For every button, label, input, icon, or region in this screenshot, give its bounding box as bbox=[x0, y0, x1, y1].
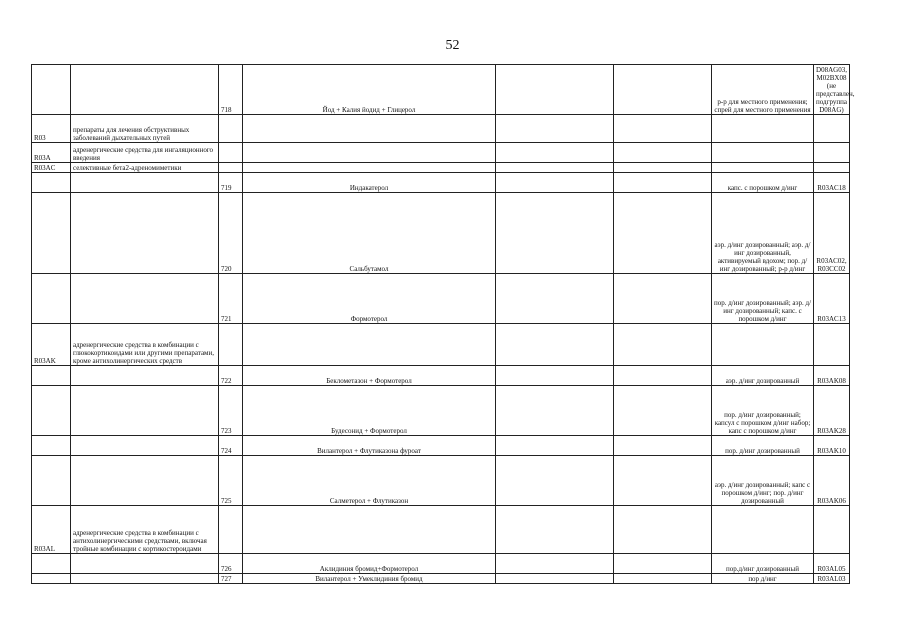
atc-group-code bbox=[32, 386, 71, 436]
empty-cell bbox=[614, 274, 712, 324]
table-row bbox=[32, 506, 850, 554]
atc-group-description bbox=[71, 193, 219, 274]
row-number: 726 bbox=[219, 554, 243, 574]
atc-group-description: адренергические средства в комбинации с антихолинергическими средствами, включая тройные комбинации с кортикостероидами bbox=[71, 506, 219, 554]
row-number bbox=[219, 163, 243, 173]
atc-group-description bbox=[71, 274, 219, 324]
atc-code bbox=[814, 143, 850, 163]
empty-cell bbox=[614, 436, 712, 456]
atc-code: R03AK28 bbox=[814, 386, 850, 436]
row-number: 721 bbox=[219, 274, 243, 324]
drug-name bbox=[243, 163, 496, 173]
atc-group-description bbox=[71, 574, 219, 584]
atc-group-code: R03 bbox=[32, 115, 71, 143]
empty-cell bbox=[614, 506, 712, 554]
empty-cell bbox=[496, 163, 614, 173]
table-row bbox=[32, 554, 850, 574]
dosage-form: пор д/инг bbox=[712, 574, 814, 584]
atc-group-code bbox=[32, 436, 71, 456]
atc-group-description: адренергические средства для ингаляционного введения bbox=[71, 143, 219, 163]
empty-cell bbox=[496, 366, 614, 386]
table-row bbox=[32, 456, 850, 506]
table-row bbox=[32, 65, 850, 115]
row-number: 722 bbox=[219, 366, 243, 386]
row-number: 727 bbox=[219, 574, 243, 584]
row-number: 718 bbox=[219, 65, 243, 115]
atc-group-code bbox=[32, 554, 71, 574]
atc-code: R03AC02, R03CC02 bbox=[814, 193, 850, 274]
dosage-form: пор.д/инг дозированный bbox=[712, 554, 814, 574]
dosage-form bbox=[712, 115, 814, 143]
empty-cell bbox=[496, 193, 614, 274]
table-row bbox=[32, 115, 850, 143]
drug-name: Будесонид + Формотерол bbox=[243, 386, 496, 436]
empty-cell bbox=[496, 115, 614, 143]
row-number: 719 bbox=[219, 173, 243, 193]
drug-name bbox=[243, 115, 496, 143]
atc-code: R03AL05 bbox=[814, 554, 850, 574]
empty-cell bbox=[614, 193, 712, 274]
atc-group-description bbox=[71, 173, 219, 193]
atc-group-description: селективные бета2-адреномиметики bbox=[71, 163, 219, 173]
empty-cell bbox=[496, 456, 614, 506]
dosage-form: пор. д/инг дозированный; капсул с порошком д/инг набор; капс с порошком д/инг bbox=[712, 386, 814, 436]
row-number: 723 bbox=[219, 386, 243, 436]
row-number bbox=[219, 324, 243, 366]
dosage-form: аэр. д/инг дозированный; аэр. д/инг дозированный, активируемый вдохом; пор. д/инг дозированный; р-р д/инг bbox=[712, 193, 814, 274]
row-number bbox=[219, 143, 243, 163]
empty-cell bbox=[614, 163, 712, 173]
empty-cell bbox=[496, 324, 614, 366]
atc-group-code bbox=[32, 193, 71, 274]
atc-code bbox=[814, 324, 850, 366]
empty-cell bbox=[614, 65, 712, 115]
table-row bbox=[32, 163, 850, 173]
empty-cell bbox=[496, 436, 614, 456]
atc-group-code bbox=[32, 574, 71, 584]
atc-group-code: R03AK bbox=[32, 324, 71, 366]
empty-cell bbox=[496, 143, 614, 163]
drug-name bbox=[243, 324, 496, 366]
empty-cell bbox=[614, 574, 712, 584]
table-row bbox=[32, 386, 850, 436]
dosage-form: р-р для местного применения; спрей для местного применения bbox=[712, 65, 814, 115]
dosage-form bbox=[712, 324, 814, 366]
empty-cell bbox=[614, 324, 712, 366]
atc-group-code: R03AC bbox=[32, 163, 71, 173]
empty-cell bbox=[614, 115, 712, 143]
row-number: 724 bbox=[219, 436, 243, 456]
atc-group-code: R03A bbox=[32, 143, 71, 163]
atc-code: R03AK06 bbox=[814, 456, 850, 506]
page-number: 52 bbox=[445, 38, 460, 53]
dosage-form bbox=[712, 163, 814, 173]
empty-cell bbox=[496, 386, 614, 436]
atc-code bbox=[814, 115, 850, 143]
atc-code bbox=[814, 163, 850, 173]
row-number bbox=[219, 115, 243, 143]
drug-list-table bbox=[31, 64, 855, 584]
atc-group-code bbox=[32, 274, 71, 324]
empty-cell bbox=[614, 456, 712, 506]
empty-cell bbox=[614, 386, 712, 436]
atc-group-description: адренергические средства в комбинации с глюкокортикоидами или другими препаратами, кроме антихолинергических средств bbox=[71, 324, 219, 366]
empty-cell bbox=[496, 173, 614, 193]
atc-group-code bbox=[32, 65, 71, 115]
drug-name: Салметерол + Флутиказон bbox=[243, 456, 496, 506]
drug-name: Вилантерол + Умеклидиния бромид bbox=[243, 574, 496, 584]
table-row bbox=[32, 193, 850, 274]
atc-group-description bbox=[71, 456, 219, 506]
empty-cell bbox=[496, 65, 614, 115]
dosage-form: капс. с порошком д/инг bbox=[712, 173, 814, 193]
drug-name: Формотерол bbox=[243, 274, 496, 324]
atc-group-description bbox=[71, 65, 219, 115]
drug-name: Йод + Калия йодид + Глицерол bbox=[243, 65, 496, 115]
table-row bbox=[32, 324, 850, 366]
atc-code: R03AL03 bbox=[814, 574, 850, 584]
table-row bbox=[32, 574, 850, 584]
row-number bbox=[219, 506, 243, 554]
row-number: 720 bbox=[219, 193, 243, 274]
empty-cell bbox=[614, 143, 712, 163]
atc-group-description bbox=[71, 366, 219, 386]
drug-name: Беклометазон + Формотерол bbox=[243, 366, 496, 386]
empty-cell bbox=[496, 274, 614, 324]
atc-code: R03AC18 bbox=[814, 173, 850, 193]
atc-group-description bbox=[71, 554, 219, 574]
dosage-form: пор. д/инг дозированный bbox=[712, 436, 814, 456]
table-row bbox=[32, 274, 850, 324]
dosage-form bbox=[712, 143, 814, 163]
empty-cell bbox=[496, 554, 614, 574]
atc-group-description bbox=[71, 386, 219, 436]
dosage-form: аэр. д/инг дозированный bbox=[712, 366, 814, 386]
atc-code: R03AK10 bbox=[814, 436, 850, 456]
atc-code: R03AK08 bbox=[814, 366, 850, 386]
table-row bbox=[32, 366, 850, 386]
table-row bbox=[32, 436, 850, 456]
drug-name: Вилантерол + Флутиказона фуроат bbox=[243, 436, 496, 456]
atc-group-code: R03AL bbox=[32, 506, 71, 554]
dosage-form: аэр. д/инг дозированный; капс с порошком д/инг; пор. д/инг дозированный bbox=[712, 456, 814, 506]
empty-cell bbox=[614, 554, 712, 574]
empty-cell bbox=[496, 574, 614, 584]
atc-code: D08AG03, M02BX08 (не представлен, подгруппа D08AG) bbox=[814, 65, 850, 115]
atc-group-description: препараты для лечения обструктивных заболеваний дыхательных путей bbox=[71, 115, 219, 143]
empty-cell bbox=[496, 506, 614, 554]
atc-group-description bbox=[71, 436, 219, 456]
dosage-form bbox=[712, 506, 814, 554]
empty-cell bbox=[614, 173, 712, 193]
atc-group-code bbox=[32, 366, 71, 386]
drug-name bbox=[243, 143, 496, 163]
row-number: 725 bbox=[219, 456, 243, 506]
atc-code: R03AC13 bbox=[814, 274, 850, 324]
drug-name: Индакатерол bbox=[243, 173, 496, 193]
atc-code bbox=[814, 506, 850, 554]
drug-name: Сальбутамол bbox=[243, 193, 496, 274]
atc-group-code bbox=[32, 456, 71, 506]
table-row bbox=[32, 143, 850, 163]
dosage-form: пор. д/инг дозированный; аэр. д/инг дозированный; капс. с порошком д/инг bbox=[712, 274, 814, 324]
drug-name: Аклидиния бромид+Формотерол bbox=[243, 554, 496, 574]
atc-group-code bbox=[32, 173, 71, 193]
empty-cell bbox=[614, 366, 712, 386]
drug-name bbox=[243, 506, 496, 554]
table-row bbox=[32, 173, 850, 193]
